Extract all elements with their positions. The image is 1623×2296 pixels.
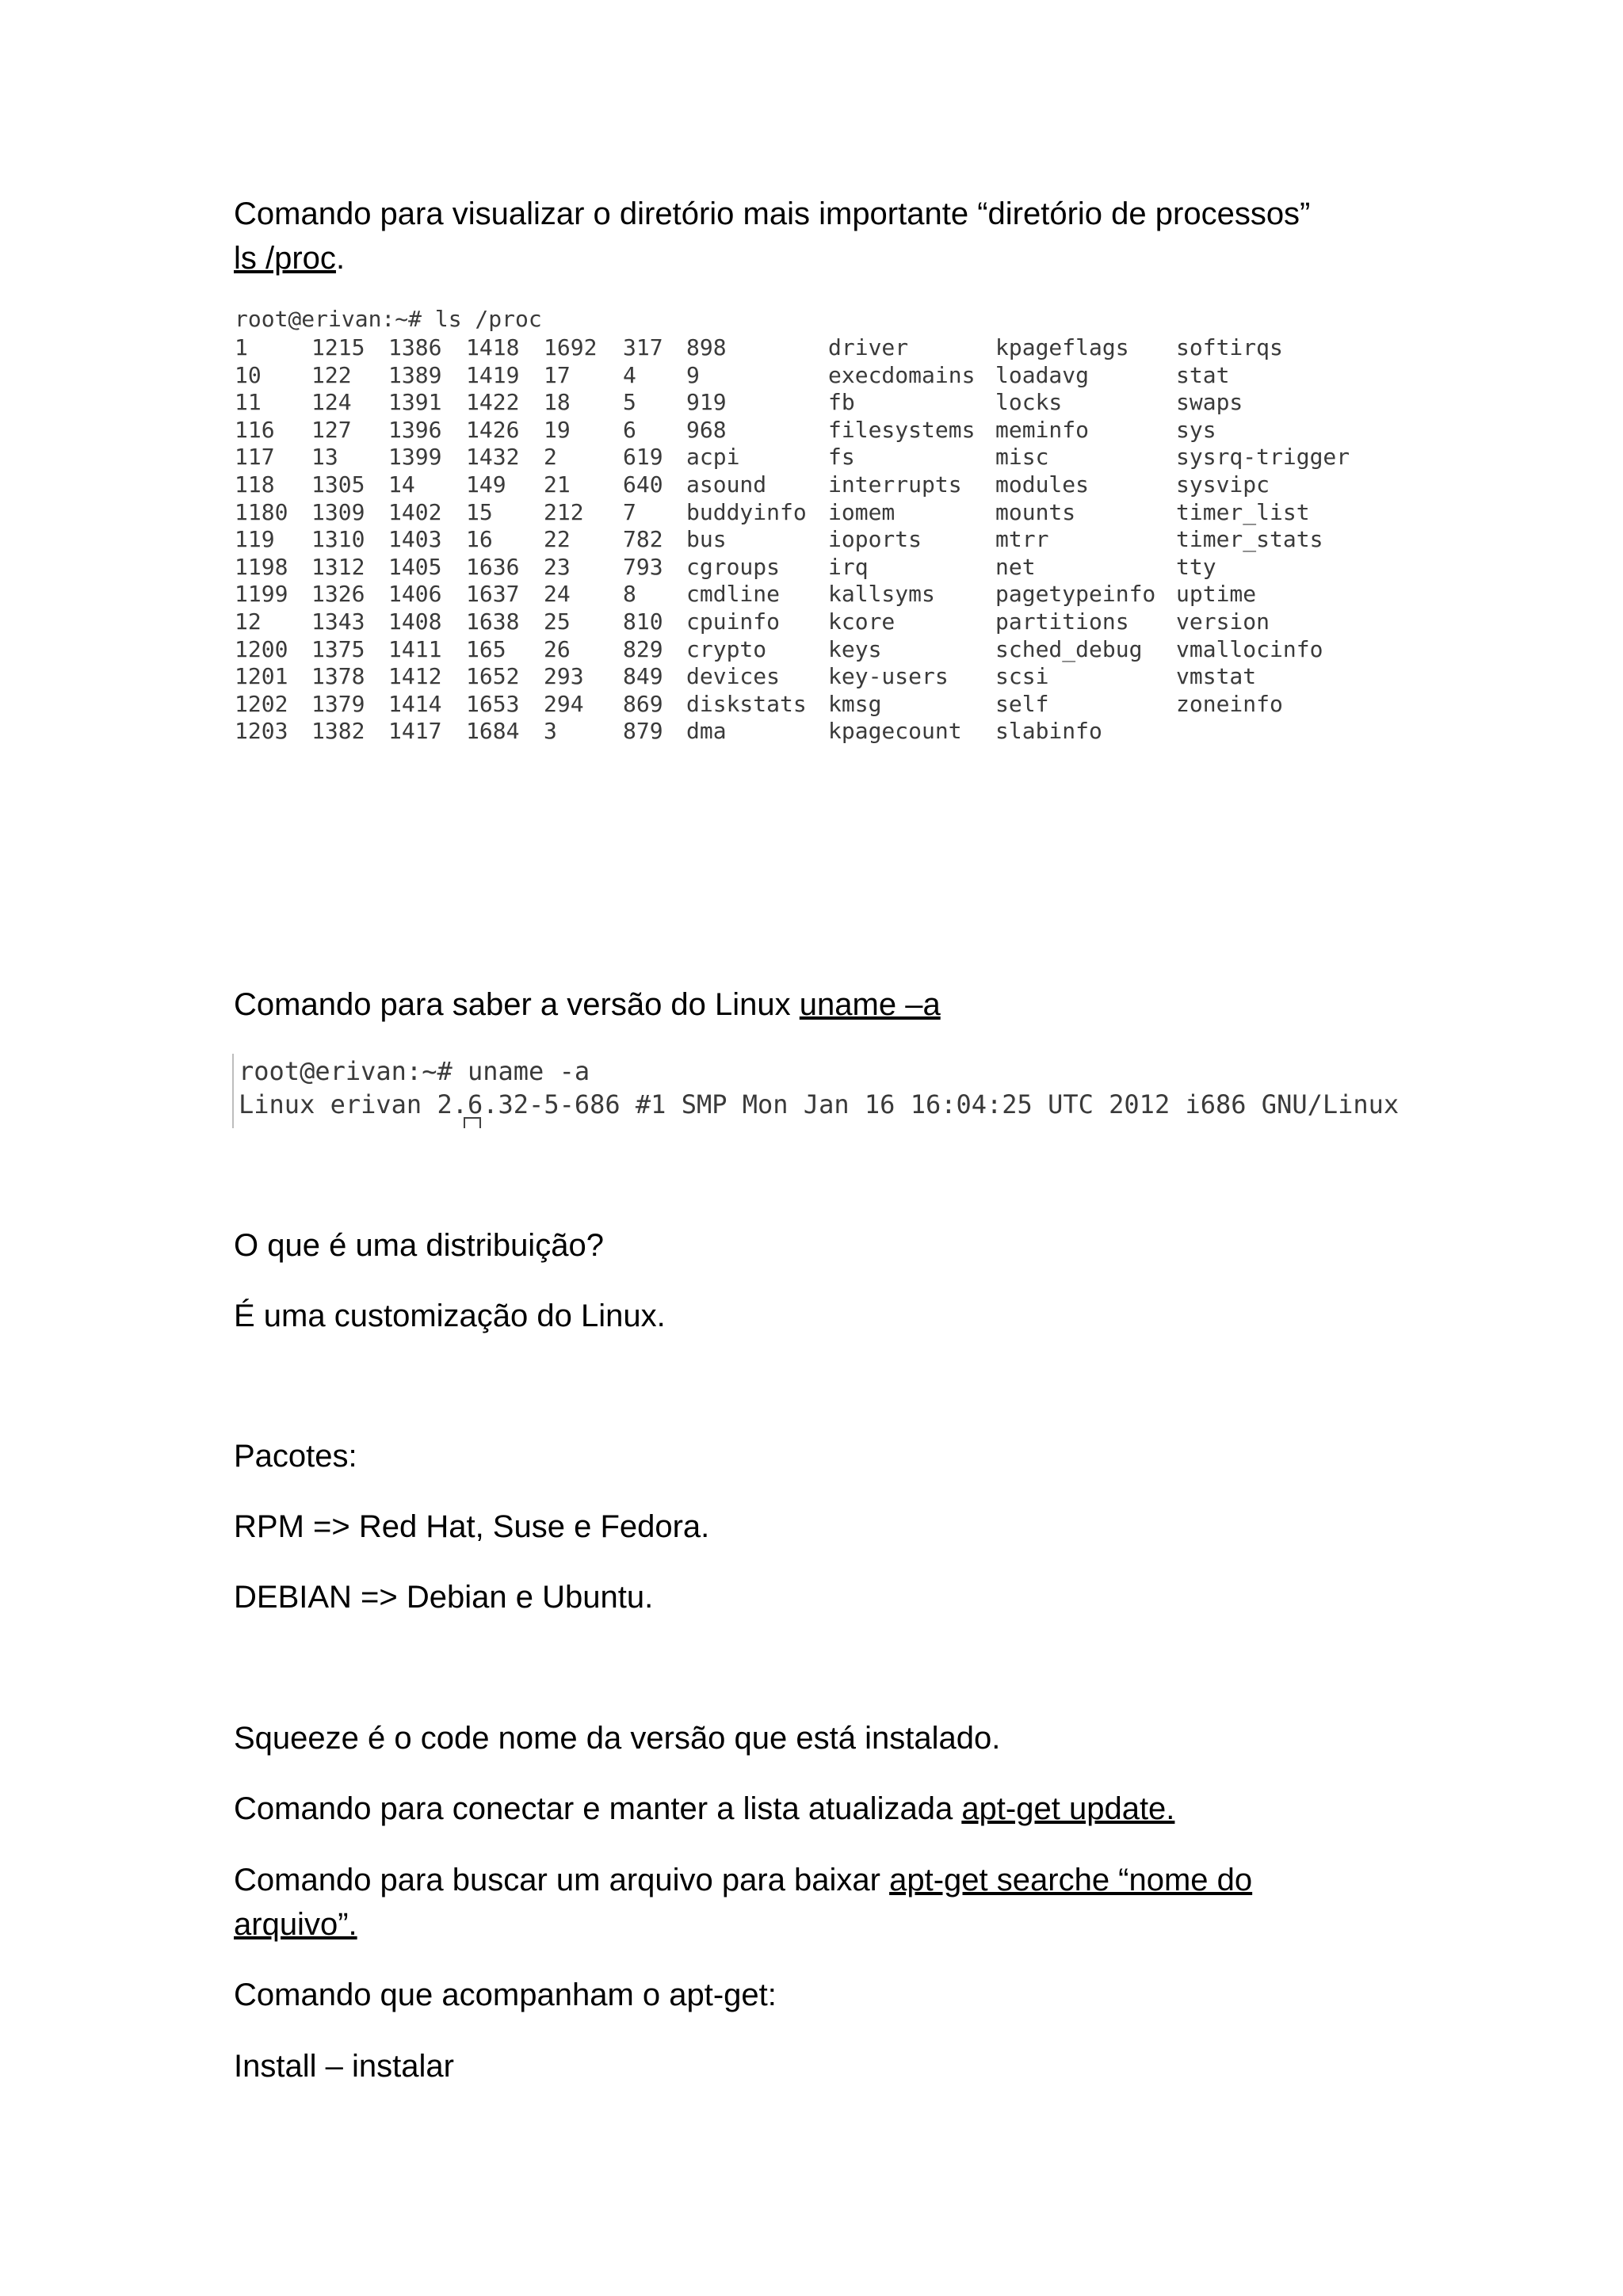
proc-entry: 1418 — [466, 334, 520, 360]
proc-entry: key-users — [828, 663, 949, 690]
proc-entry: 1180 — [235, 498, 288, 525]
proc-entry: 1309 — [311, 498, 365, 525]
proc-entry: 869 — [623, 690, 663, 717]
proc-entry: cpuinfo — [686, 608, 781, 635]
proc-entry: 119 — [235, 526, 275, 553]
proc-entry: 212 — [544, 498, 584, 525]
proc-entry: 1692 — [544, 334, 598, 360]
proc-entry: 1378 — [311, 663, 365, 690]
proc-entry: cgroups — [686, 553, 781, 580]
proc-entry: 919 — [686, 389, 727, 416]
apt-get-search-command-end: arquivo”. — [234, 1907, 357, 1942]
proc-entry: net — [995, 553, 1036, 580]
proc-entry: 12 — [235, 608, 262, 635]
apt-get-companions-line: Comando que acompanham o apt-get: — [234, 1978, 777, 2012]
update-text: Comando para conectar e manter a lista atualizada — [234, 1791, 962, 1826]
proc-entry: timer_list — [1176, 498, 1310, 525]
proc-entry: 640 — [623, 471, 663, 498]
proc-entry: 165 — [466, 635, 506, 662]
proc-entry: keys — [828, 635, 882, 662]
proc-entry: 1411 — [388, 635, 442, 662]
proc-entry: 127 — [311, 416, 352, 443]
proc-entry: driver — [828, 334, 909, 360]
proc-entry: buddyinfo — [686, 498, 807, 525]
proc-entry: zoneinfo — [1176, 690, 1283, 717]
uname-prompt-line: root@erivan:~# uname -a — [239, 1056, 590, 1086]
proc-entry: filesystems — [828, 416, 976, 443]
proc-entry: fs — [828, 444, 855, 471]
proc-entry: 11 — [235, 389, 262, 416]
proc-entry: meminfo — [995, 416, 1090, 443]
proc-entry: 4 — [623, 361, 636, 388]
proc-entry: 1417 — [388, 718, 442, 745]
proc-entry: irq — [828, 553, 869, 580]
proc-entry: 1379 — [311, 690, 365, 717]
proc-entry: locks — [995, 389, 1063, 416]
proc-entry: 16 — [466, 526, 493, 553]
proc-entry: 25 — [544, 608, 571, 635]
proc-entry: 829 — [623, 635, 663, 662]
proc-entry: 13 — [311, 444, 338, 471]
proc-entry: kcore — [828, 608, 896, 635]
update-line — [234, 1787, 1174, 1831]
proc-entry: 1198 — [235, 553, 288, 580]
proc-entry: 24 — [544, 581, 571, 608]
proc-entry: 793 — [623, 553, 663, 580]
proc-entry: slabinfo — [995, 718, 1102, 745]
proc-entry: ioports — [828, 526, 922, 553]
proc-entry: 21 — [544, 471, 571, 498]
proc-entry: diskstats — [686, 690, 807, 717]
proc-entry: 879 — [623, 718, 663, 745]
debian-line: DEBIAN => Debian e Ubuntu. — [234, 1580, 654, 1615]
proc-entry: 1399 — [388, 444, 442, 471]
proc-entry: 1391 — [388, 389, 442, 416]
proc-entry: mounts — [995, 498, 1076, 525]
uname-command: uname –a — [799, 987, 941, 1022]
proc-entry: 5 — [623, 389, 636, 416]
proc-entry: 1382 — [311, 718, 365, 745]
proc-entry: 17 — [544, 361, 571, 388]
proc-entry: sys — [1176, 416, 1216, 443]
proc-entry: 1201 — [235, 663, 288, 690]
proc-entry: 15 — [466, 498, 493, 525]
proc-entry: 1389 — [388, 361, 442, 388]
proc-entry: 1 — [235, 334, 248, 360]
uname-output-line: Linux erivan 2.6.32-5-686 #1 SMP Mon Jan 16 16:04:25 UTC 2012 i686 GNU/Linux — [239, 1089, 1399, 1119]
ls-proc-command: ls /proc — [234, 241, 336, 276]
proc-entry: 9 — [686, 361, 700, 388]
proc-entry: 14 — [388, 471, 415, 498]
proc-entry: 1343 — [311, 608, 365, 635]
proc-entry: 1637 — [466, 581, 520, 608]
packages-heading: Pacotes: — [234, 1439, 357, 1474]
proc-entry: 1426 — [466, 416, 520, 443]
proc-entry: tty — [1176, 553, 1216, 580]
proc-entry: version — [1176, 608, 1270, 635]
proc-entry: 294 — [544, 690, 584, 717]
proc-entry: 1432 — [466, 444, 520, 471]
search-line — [234, 1858, 1252, 1902]
proc-entry: cmdline — [686, 581, 781, 608]
proc-entry: sched_debug — [995, 635, 1143, 662]
proc-entry: uptime — [1176, 581, 1257, 608]
proc-entry: softirqs — [1176, 334, 1283, 360]
proc-entry: 118 — [235, 471, 275, 498]
proc-entry: 1638 — [466, 608, 520, 635]
proc-entry: 1403 — [388, 526, 442, 553]
proc-entry: dma — [686, 718, 727, 745]
proc-entry: 19 — [544, 416, 571, 443]
proc-entry: vmstat — [1176, 663, 1257, 690]
proc-entry: loadavg — [995, 361, 1090, 388]
proc-entry: 6 — [623, 416, 636, 443]
proc-entry: 26 — [544, 635, 571, 662]
terminal-cursor — [464, 1117, 481, 1128]
proc-entry: scsi — [995, 663, 1049, 690]
proc-entry: 23 — [544, 553, 571, 580]
proc-entry: 10 — [235, 361, 262, 388]
proc-entry: partitions — [995, 608, 1129, 635]
proc-entry: 8 — [623, 581, 636, 608]
proc-entry: stat — [1176, 361, 1230, 388]
proc-entry: kmsg — [828, 690, 882, 717]
proc-entry: 1414 — [388, 690, 442, 717]
proc-entry: iomem — [828, 498, 896, 525]
proc-entry: 1202 — [235, 690, 288, 717]
proc-entry: 1200 — [235, 635, 288, 662]
proc-entry: modules — [995, 471, 1090, 498]
distribution-question: O que é uma distribuição? — [234, 1228, 604, 1263]
proc-entry: 1305 — [311, 471, 365, 498]
proc-entry: 18 — [544, 389, 571, 416]
proc-entry: 122 — [311, 361, 352, 388]
ls-proc-terminal-screenshot — [231, 303, 1396, 754]
proc-entry: misc — [995, 444, 1049, 471]
proc-entry: 1652 — [466, 663, 520, 690]
search-line-continued — [234, 1902, 357, 1947]
proc-entry: self — [995, 690, 1049, 717]
proc-entry: 782 — [623, 526, 663, 553]
proc-entry: 1312 — [311, 553, 365, 580]
proc-entry: 1396 — [388, 416, 442, 443]
proc-entry: 124 — [311, 389, 352, 416]
proc-entry: 116 — [235, 416, 275, 443]
proc-entry: 1375 — [311, 635, 365, 662]
proc-entry: 1386 — [388, 334, 442, 360]
proc-entry: 1199 — [235, 581, 288, 608]
proc-entry: devices — [686, 663, 781, 690]
proc-entry: 149 — [466, 471, 506, 498]
proc-entry: asound — [686, 471, 767, 498]
proc-period: . — [335, 241, 346, 276]
install-line: Install – instalar — [234, 2049, 454, 2084]
uname-terminal-screenshot — [232, 1054, 1399, 1128]
proc-entry: 968 — [686, 416, 727, 443]
proc-entry: interrupts — [828, 471, 962, 498]
proc-entry: fb — [828, 389, 855, 416]
proc-entry: crypto — [686, 635, 767, 662]
proc-entry: 317 — [623, 334, 663, 360]
proc-entry: 619 — [623, 444, 663, 471]
proc-entry: timer_stats — [1176, 526, 1323, 553]
proc-entry: 1636 — [466, 553, 520, 580]
proc-entry: 849 — [623, 663, 663, 690]
proc-entry: 7 — [623, 498, 636, 525]
proc-entry: 1406 — [388, 581, 442, 608]
proc-entry: 293 — [544, 663, 584, 690]
proc-entry: 1402 — [388, 498, 442, 525]
apt-get-update-command: apt-get update. — [961, 1791, 1175, 1826]
proc-entry: 1419 — [466, 361, 520, 388]
uname-text: Comando para saber a versão do Linux — [234, 987, 800, 1022]
proc-entry: 1653 — [466, 690, 520, 717]
proc-entry: 1203 — [235, 718, 288, 745]
proc-entry: 1422 — [466, 389, 520, 416]
proc-entry: sysvipc — [1176, 471, 1270, 498]
proc-entry: 898 — [686, 334, 727, 360]
proc-entry: acpi — [686, 444, 740, 471]
proc-entry: 810 — [623, 608, 663, 635]
proc-entry: sysrq-trigger — [1176, 444, 1350, 471]
search-text: Comando para buscar um arquivo para baixar — [234, 1863, 890, 1897]
proc-entry: 1310 — [311, 526, 365, 553]
proc-entry: swaps — [1176, 389, 1243, 416]
terminal-prompt: root@erivan:~# ls /proc — [235, 306, 542, 332]
proc-entry: execdomains — [828, 361, 976, 388]
proc-entry: 1408 — [388, 608, 442, 635]
proc-entry: 2 — [544, 444, 557, 471]
proc-entry: 1326 — [311, 581, 365, 608]
proc-entry: kpagecount — [828, 718, 962, 745]
uname-line — [234, 982, 941, 1027]
proc-entry: kallsyms — [828, 581, 935, 608]
proc-entry: bus — [686, 526, 727, 553]
proc-entry: 1405 — [388, 553, 442, 580]
proc-entry: 1215 — [311, 334, 365, 360]
proc-command-line — [234, 236, 345, 280]
proc-entry: mtrr — [995, 526, 1049, 553]
proc-entry: 117 — [235, 444, 275, 471]
distribution-answer: É uma customização do Linux. — [234, 1299, 666, 1333]
proc-intro-line — [234, 192, 1310, 236]
proc-entry: 1412 — [388, 663, 442, 690]
proc-entry: vmallocinfo — [1176, 635, 1323, 662]
proc-intro-text: Comando para visualizar o diretório mais importante “diretório de processos” — [234, 196, 1311, 231]
apt-get-search-command: apt-get searche “nome do — [889, 1863, 1253, 1897]
proc-entry: 3 — [544, 718, 557, 745]
proc-entry: 1684 — [466, 718, 520, 745]
proc-entry: kpageflags — [995, 334, 1129, 360]
proc-entry: 22 — [544, 526, 571, 553]
rpm-line: RPM => Red Hat, Suse e Fedora. — [234, 1509, 710, 1544]
proc-entry: pagetypeinfo — [995, 581, 1156, 608]
squeeze-line: Squeeze é o code nome da versão que está instalado. — [234, 1721, 1001, 1756]
